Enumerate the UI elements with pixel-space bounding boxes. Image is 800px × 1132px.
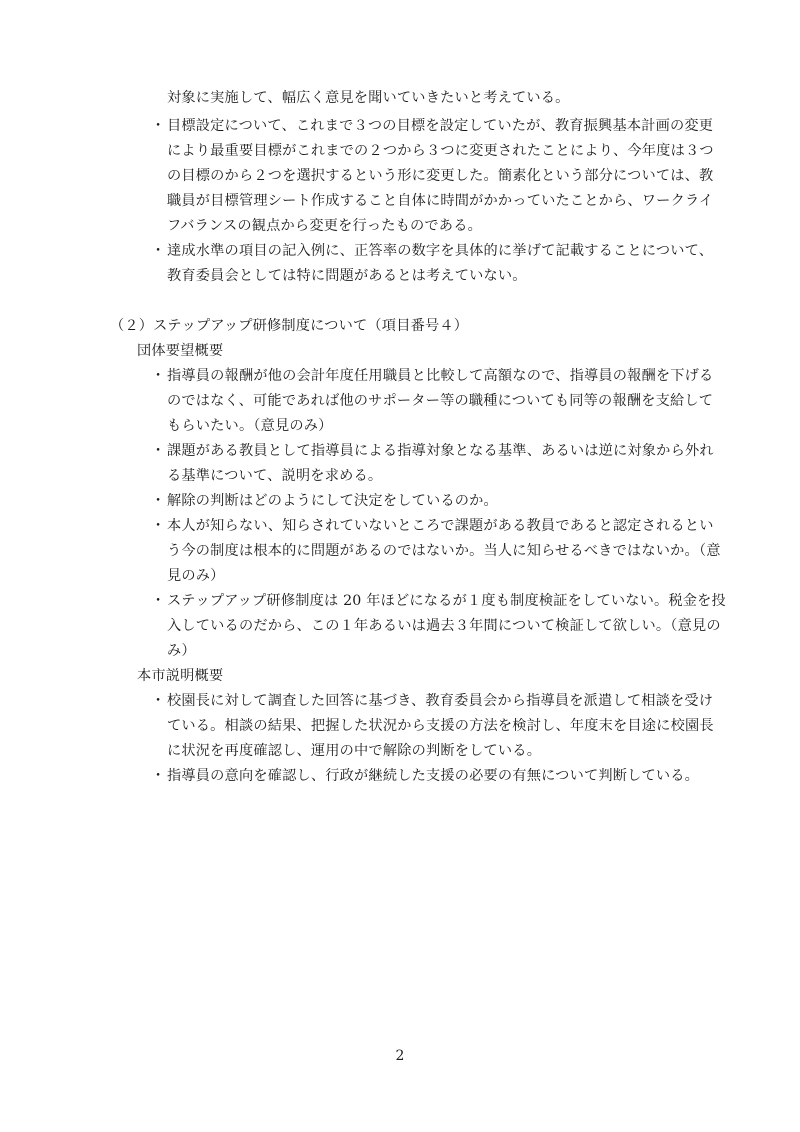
bullet-line: ている。相談の結果、把握した状況から支援の方法を検討し、年度末を目途に校園長 [167,718,714,734]
bullet-mark: ・ [151,593,166,609]
carryover-line: 対象に実施して、幅広く意見を聞いていきたいと考えている。 [167,90,570,106]
bullet-line: フバランスの観点から変更を行ったものである。 [167,218,482,234]
bullet-line: もらいたい。（意見のみ） [167,418,333,434]
bullet-line: る基準について、説明を求める。 [167,468,383,484]
bullet-line: う今の制度は根本的に問題があるのではないか。当人に知らせるべきではないか。（意 [167,543,721,559]
bullet-line: により最重要目標がこれまでの２つから３つに変更されたことにより、今年度は３つ [167,143,714,159]
bullet-line: のではなく、可能であれば他のサポーター等の職種についても同等の報酬を支給して [167,393,714,409]
bullet-line: 職員が目標管理シート作成すること自体に時間がかかっていたことから、ワークライ [167,193,714,209]
bullet-mark: ・ [151,118,166,134]
bullet-line: 指導員の意向を確認し、行政が継続した支援の必要の有無について判断している。 [167,768,700,784]
bullet-mark: ・ [151,443,166,459]
request-subheading: 団体要望概要 [137,343,224,359]
bullet-mark: ・ [151,693,166,709]
bullet-line: 目標設定について、これまで３つの目標を設定していたが、教育振興基本計画の変更 [167,118,714,134]
bullet-mark: ・ [151,243,166,259]
bullet-line: 達成水準の項目の記入例に、正答率の数字を具体的に挙げて記載することについて、 [167,243,714,259]
bullet-mark: ・ [151,768,166,784]
bullet-line: に状況を再度確認し、運用の中で解除の判断をしている。 [167,743,542,759]
section-heading: （２）ステップアップ研修制度について（項目番号４） [110,318,469,334]
bullet-line: 入しているのだから、この１年あるいは過去３年間について検証して欲しい。（意見の [167,618,721,634]
bullet-mark: ・ [151,493,166,509]
bullet-line: 解除の判断はどのようにして決定をしているのか。 [167,493,498,509]
bullet-line: 見のみ） [167,568,225,584]
page-number: 2 [395,1048,405,1064]
city-subheading: 本市説明概要 [137,668,224,684]
bullet-line: 本人が知らない、知らされていないところで課題がある教員であると認定されるとい [167,518,714,534]
bullet-line: ステップアップ研修制度は 20 年ほどになるが１度も制度検証をしていない。税金を投 [167,593,726,609]
bullet-line: 校園長に対して調査した回答に基づき、教育委員会から指導員を派遣して相談を受け [167,693,714,709]
bullet-line: 課題がある教員として指導員による指導対象となる基準、あるいは逆に対象から外れ [167,443,714,459]
bullet-line: み） [167,643,196,659]
bullet-mark: ・ [151,518,166,534]
bullet-line: 指導員の報酬が他の会計年度任用職員と比較して高額なので、指導員の報酬を下げる [167,368,714,384]
bullet-line: 教育委員会としては特に問題があるとは考えていない。 [167,268,527,284]
bullet-line: の目標のから２つを選択するという形に変更した。簡素化という部分については、教 [167,168,714,184]
bullet-mark: ・ [151,368,166,384]
